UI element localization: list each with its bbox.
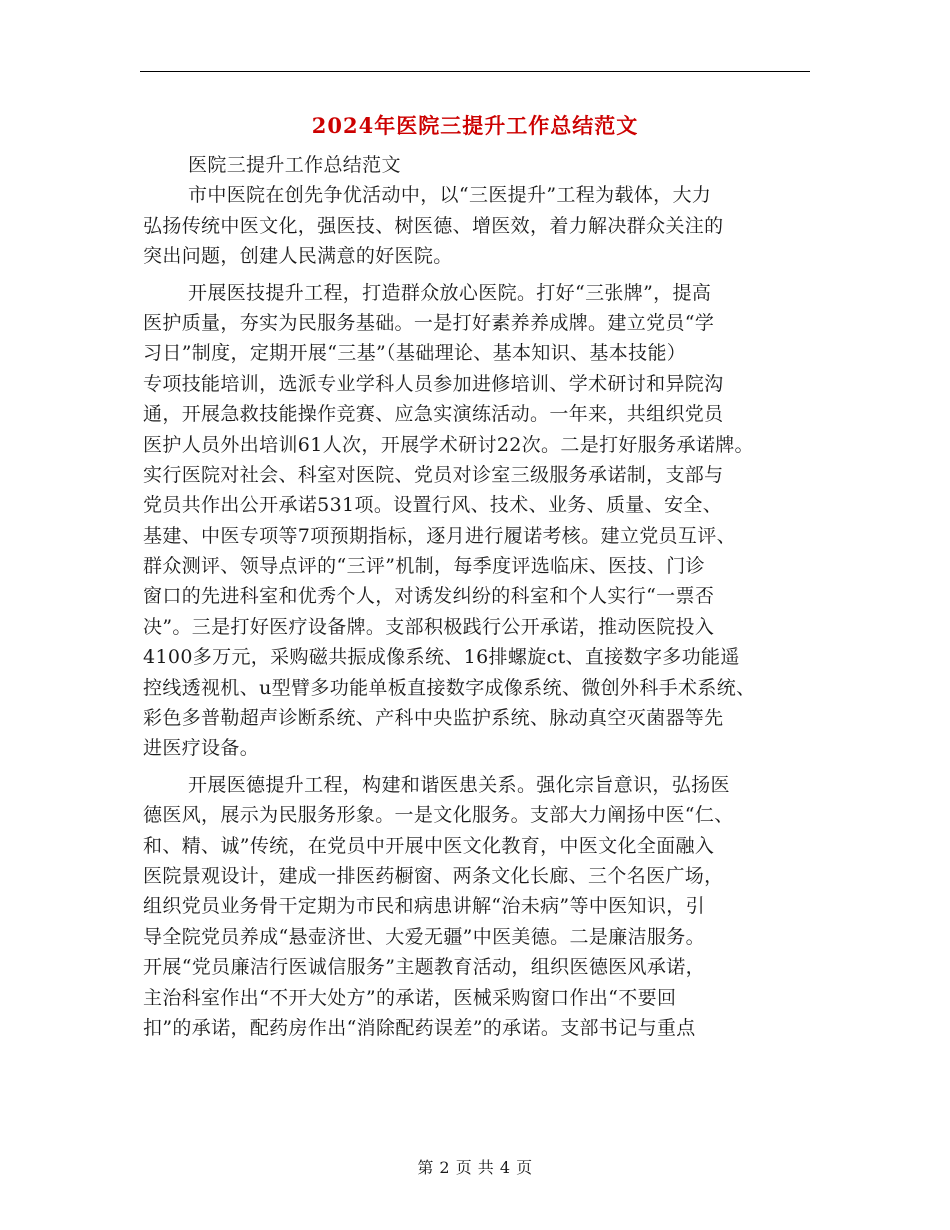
text-line: 组织党员业务骨干定期为市民和病患讲解“治未病”等中医知识，引 bbox=[143, 895, 705, 918]
text-line: 群众测评、领导点评的“三评”机制，每季度评选临床、医技、门诊 bbox=[143, 555, 705, 578]
text-line: 4100多万元，采购磁共振成像系统、16排螺旋ct、直接数字多功能遥 bbox=[143, 646, 740, 669]
text-line: 决”。三是打好医疗设备牌。支部积极践行公开承诺，推动医院投入 bbox=[143, 615, 715, 638]
text-line: 窗口的先进科室和优秀个人，对诱发纠纷的科室和个人实行“一票否 bbox=[143, 585, 715, 608]
text-line: 党员共作出公开承诺531项。设置行风、技术、业务、质量、安全、 bbox=[143, 494, 723, 517]
text-line: 进医疗设备。 bbox=[143, 737, 260, 760]
text-line: 控线透视机、u型臂多功能单板直接数字成像系统、微创外科手术系统、 bbox=[143, 676, 756, 699]
text-line: 扣”的承诺，配药房作出“消除配药误差”的承诺。支部书记与重点 bbox=[143, 1016, 696, 1039]
text-line: 通，开展急救技能操作竞赛、应急实演练活动。一年来，共组织党员 bbox=[143, 403, 724, 426]
text-line: 医护人员外出培训61人次，开展学术研讨22次。二是打好服务承诺牌。 bbox=[143, 433, 754, 456]
text-line: 突出问题，创建人民满意的好医院。 bbox=[143, 245, 453, 268]
subtitle-line: 医院三提升工作总结范文 bbox=[188, 154, 401, 176]
text-line: 基建、中医专项等7项预期指标，逐月进行履诺考核。建立党员互评、 bbox=[143, 524, 736, 547]
text-line: 主治科室作出“不开大处方”的承诺，医械采购窗口作出“不要回 bbox=[143, 986, 677, 1009]
document-body bbox=[143, 150, 815, 1043]
page-number: 第 2 页 共 4 页 bbox=[417, 1158, 533, 1177]
text-line: 德医风，展示为民服务形象。一是文化服务。支部大力阐扬中医“仁、 bbox=[143, 804, 734, 827]
text-line: 医院景观设计，建成一排医药橱窗、两条文化长廊、三个名医广场， bbox=[143, 864, 724, 887]
text-line: 开展“党员廉洁行医诚信服务”主题教育活动，组织医德医风承诺， bbox=[143, 956, 705, 979]
text-line: 弘扬传统中医文化，强医技、树医德、增医效，着力解决群众关注的 bbox=[143, 214, 724, 237]
text-line: 习日”制度，定期开展“三基”（基础理论、基本知识、基本技能） bbox=[143, 342, 687, 365]
text-line: 导全院党员养成“悬壶济世、大爱无疆”中医美德。二是廉洁服务。 bbox=[143, 925, 705, 948]
text-line: 市中医院在创先争优活动中，以“三医提升”工程为载体，大力 bbox=[188, 184, 712, 207]
text-line: 和、精、诚”传统，在党员中开展中医文化教育，中医文化全面融入 bbox=[143, 834, 715, 857]
text-line: 彩色多普勒超声诊断系统、产科中央监护系统、脉动真空灭菌器等先 bbox=[143, 707, 724, 730]
text-line: 开展医技提升工程，打造群众放心医院。打好“三张牌”，提高 bbox=[188, 281, 712, 304]
text-line: 实行医院对社会、科室对医院、党员对诊室三级服务承诺制，支部与 bbox=[143, 463, 724, 486]
text-line: 专项技能培训，选派专业学科人员参加进修培训、学术研讨和异院沟 bbox=[143, 372, 724, 395]
document-title: 2024年医院三提升工作总结范文 bbox=[311, 113, 639, 138]
text-line: 开展医德提升工程，构建和谐医患关系。强化宗旨意识，弘扬医 bbox=[188, 773, 730, 796]
header-rule bbox=[140, 71, 810, 72]
text-line: 医护质量，夯实为民服务基础。一是打好素养养成牌。建立党员“学 bbox=[143, 311, 715, 334]
